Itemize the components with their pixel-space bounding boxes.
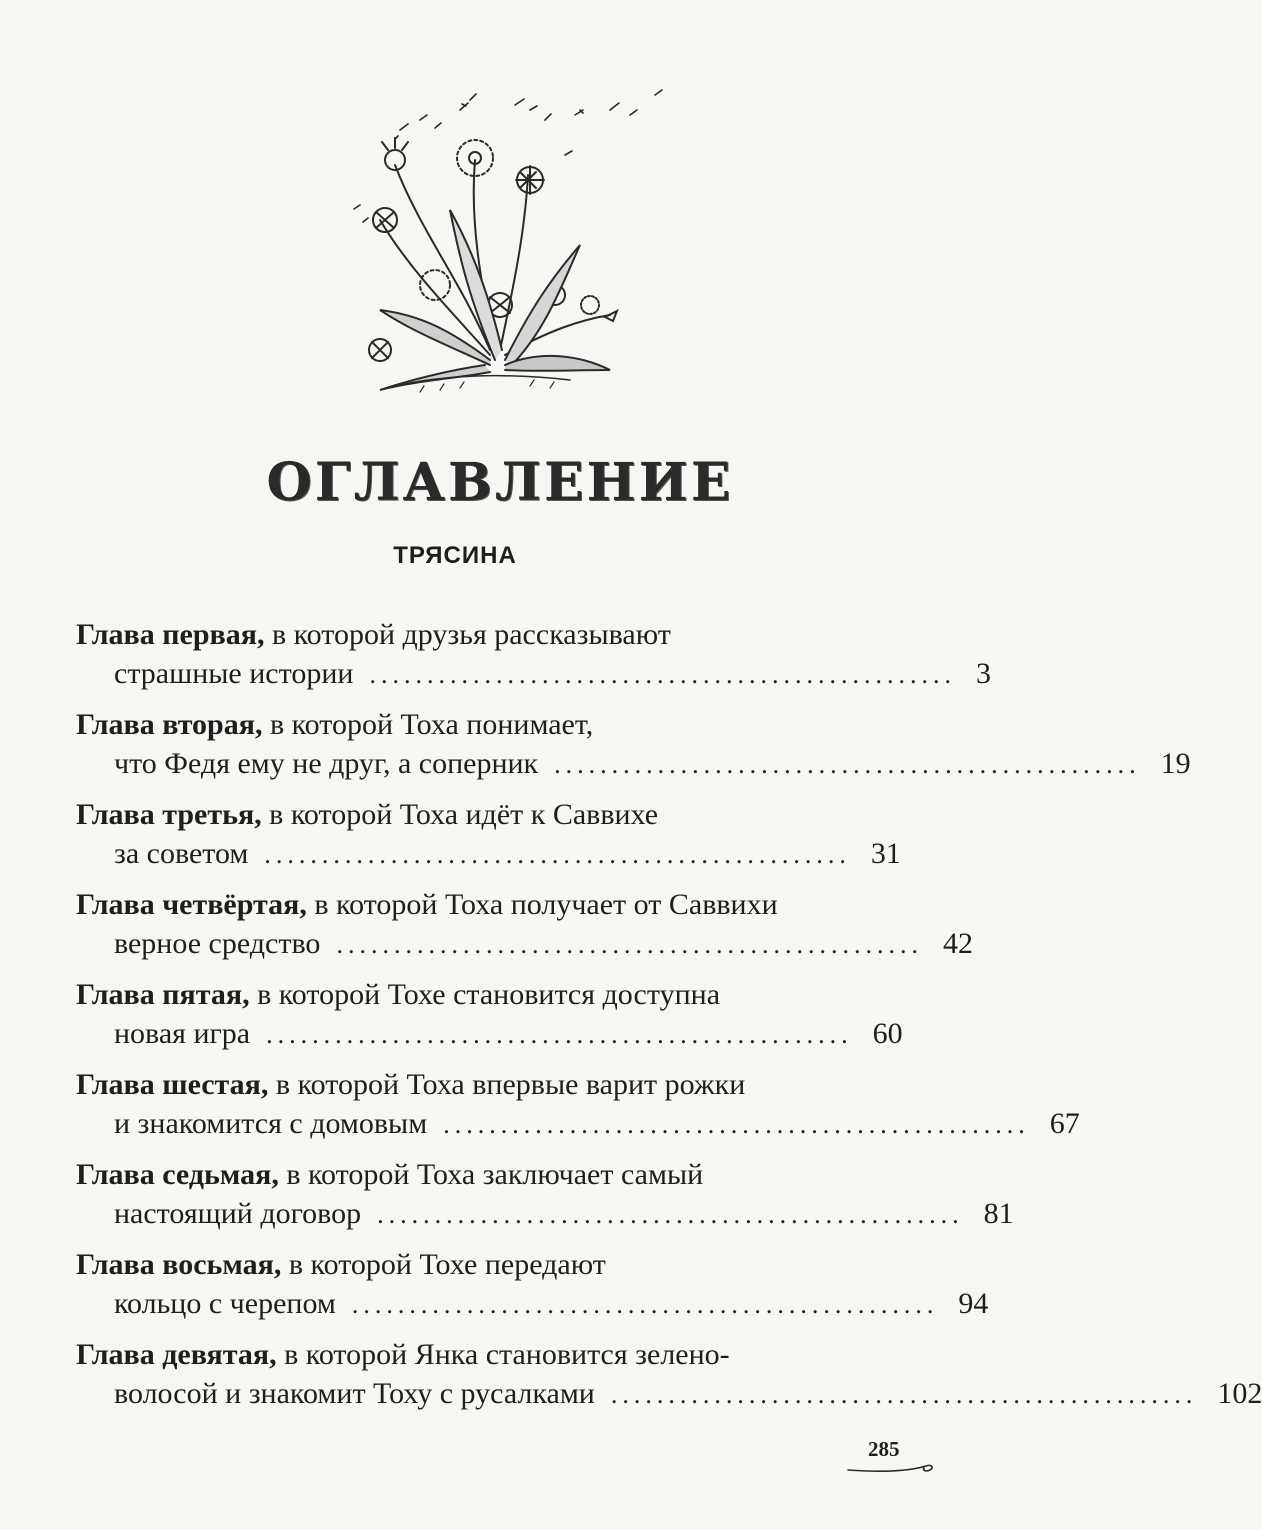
dot-leader: ................................................... <box>369 660 956 689</box>
page-ref: 31 <box>870 837 901 870</box>
page-ref: 81 <box>983 1197 1014 1230</box>
chapter-description: в которой Янка становится зелено- <box>284 1338 730 1371</box>
dot-leader: ................................................... <box>266 1020 853 1049</box>
chapter-name: Глава третья, <box>76 798 262 831</box>
chapter-name: Глава шестая, <box>76 1068 269 1101</box>
chapter-name: Глава четвёртая, <box>76 888 307 921</box>
table-of-contents <box>76 616 1262 1426</box>
chapter-name: Глава восьмая, <box>76 1248 282 1281</box>
toc-entry[interactable] <box>76 1336 1262 1426</box>
dot-leader: ................................................... <box>443 1110 1030 1139</box>
page-ref: 3 <box>975 657 991 690</box>
toc-entry[interactable] <box>76 1156 1014 1246</box>
page-ref: 60 <box>872 1017 903 1050</box>
chapter-description-cont: верное средство <box>114 927 321 960</box>
dot-leader: ................................................... <box>351 1290 939 1319</box>
dot-leader: ................................................... <box>377 1200 964 1229</box>
section-heading: ТРЯСИНА <box>393 542 517 569</box>
page-ref: 94 <box>958 1287 989 1320</box>
chapter-description: в которой Тохе передают <box>288 1248 606 1281</box>
chapter-description: в которой друзья рассказывают <box>271 618 671 651</box>
toc-entry[interactable] <box>76 886 973 976</box>
chapter-name: Глава пятая, <box>76 978 250 1011</box>
dot-leader: ................................................... <box>336 930 923 959</box>
toc-entry[interactable] <box>76 1066 1080 1156</box>
page-ref: 19 <box>1160 747 1191 780</box>
toc-entry[interactable] <box>76 706 1191 796</box>
chapter-description: в которой Тоха идёт к Саввихе <box>269 798 659 831</box>
dot-leader: ................................................... <box>610 1380 1198 1409</box>
chapter-description: в которой Тоха впервые варит рожки <box>275 1068 746 1101</box>
flourish-icon <box>846 1460 936 1480</box>
chapter-description-cont: и знакомится с домовым <box>114 1107 428 1140</box>
chapter-name: Глава седьмая, <box>76 1158 279 1191</box>
chapter-description-cont: новая игра <box>114 1017 251 1050</box>
chapter-description-cont: настоящий договор <box>114 1197 362 1230</box>
toc-entry[interactable] <box>76 796 901 886</box>
chapter-description: в которой Тохе становится доступна <box>257 978 721 1011</box>
chapter-description: в которой Тоха получает от Саввихи <box>314 888 778 921</box>
chapter-name: Глава первая, <box>76 618 265 651</box>
dot-leader: ................................................... <box>264 840 851 869</box>
toc-entry[interactable] <box>76 976 903 1066</box>
dot-leader: ................................................... <box>554 750 1141 779</box>
toc-entry[interactable] <box>76 1246 989 1336</box>
chapter-description: в которой Тоха заключает самый <box>286 1158 704 1191</box>
chapter-description-cont: волосой и знакомит Тоху с русалками <box>114 1377 595 1410</box>
dandelion-illustration <box>340 80 700 410</box>
chapter-description-cont: кольцо с черепом <box>114 1287 336 1320</box>
chapter-description-cont: за советом <box>114 837 249 870</box>
page-title: ОГЛАВЛЕНИЕ <box>266 452 734 513</box>
chapter-name: Глава девятая, <box>76 1338 277 1371</box>
chapter-description: в которой Тоха понимает, <box>269 708 594 741</box>
chapter-name: Глава вторая, <box>76 708 263 741</box>
page-number: 285 <box>868 1437 900 1461</box>
page-ref: 67 <box>1049 1107 1080 1140</box>
toc-entry[interactable] <box>76 616 991 706</box>
page-ref: 102 <box>1217 1377 1262 1410</box>
chapter-description-cont: страшные истории <box>114 657 354 690</box>
chapter-description-cont: что Федя ему не друг, а соперник <box>114 747 539 780</box>
page-ref: 42 <box>942 927 973 960</box>
